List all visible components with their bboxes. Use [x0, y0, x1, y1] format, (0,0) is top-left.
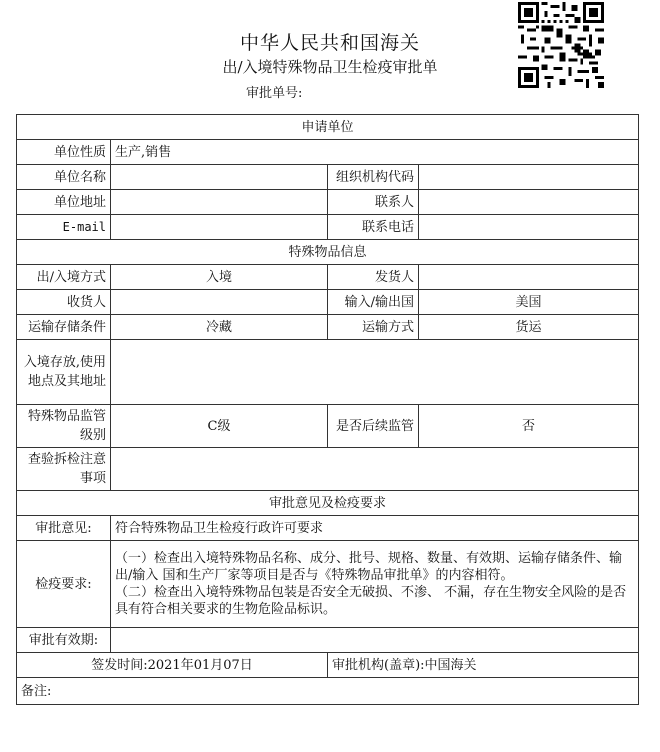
- document-subtitle: 出/入境特殊物品卫生检疫审批单: [222, 58, 438, 76]
- validity-label: 审批有效期:: [17, 628, 111, 653]
- opinion-value: 符合特殊物品卫生检疫行政许可要求: [111, 516, 639, 541]
- storage-label: 运输存储条件: [17, 315, 111, 340]
- email-row: [17, 215, 639, 240]
- remarks-row: [17, 678, 639, 705]
- transport-value: 货运: [419, 315, 639, 340]
- requirement-text: （一）检查出入境特殊物品名称、成分、批号、规格、数量、有效期、运输存储条件、输出/输入 国和生产厂家等项目是否与《特殊物品审批单》的内容相符。 （二）检查出入境特殊物品包装是否安全无破损、不渗、 不漏，存在生物安全风险的是否具有符合相关要求的生物危险品标识。: [111, 541, 639, 628]
- requirement-row: [17, 541, 639, 628]
- location-value: [111, 340, 639, 405]
- unit-name-label: 单位名称: [17, 165, 111, 190]
- email-value: [111, 215, 328, 240]
- address-label: 单位地址: [17, 190, 111, 215]
- phone-value: [419, 215, 639, 240]
- followup-value: 否: [419, 405, 639, 448]
- section-applicant-row: [17, 115, 639, 140]
- approval-form-table: [16, 114, 639, 705]
- opinion-row: [17, 516, 639, 541]
- shipper-value: [419, 265, 639, 290]
- consignee-row: [17, 290, 639, 315]
- address-value: [111, 190, 328, 215]
- phone-label: 联系电话: [328, 215, 419, 240]
- section-goods-row: [17, 240, 639, 265]
- inspection-label: 查验拆检注意事项: [17, 448, 111, 491]
- requirement-label: 检疫要求:: [17, 541, 111, 628]
- section-title-goods: 特殊物品信息: [17, 240, 639, 265]
- location-label: 入境存放,使用地点及其地址: [17, 340, 111, 405]
- qr-code-icon: [518, 2, 604, 88]
- direction-value: 入境: [111, 265, 328, 290]
- section-title-applicant: 申请单位: [17, 115, 639, 140]
- inspection-row: [17, 448, 639, 491]
- issue-label: 签发时间:: [91, 657, 148, 673]
- email-label: E-mail: [17, 215, 111, 240]
- storage-value: 冷藏: [111, 315, 328, 340]
- validity-row: [17, 628, 639, 653]
- document-title: 中华人民共和国海关: [239, 32, 420, 54]
- level-value: C级: [111, 405, 328, 448]
- authority-label: 审批机构(盖章):: [332, 657, 425, 673]
- direction-label: 出/入境方式: [17, 265, 111, 290]
- authority-value: 中国海关: [424, 657, 477, 673]
- unit-name-value: [111, 165, 328, 190]
- unit-name-row: [17, 165, 639, 190]
- unit-nature-row: [17, 140, 639, 165]
- contact-value: [419, 190, 639, 215]
- opinion-label: 审批意见:: [17, 516, 111, 541]
- org-code-value: [419, 165, 639, 190]
- storage-row: [17, 315, 639, 340]
- shipper-label: 发货人: [328, 265, 419, 290]
- unit-nature-value: 生产,销售: [111, 140, 639, 165]
- consignee-label: 收货人: [17, 290, 111, 315]
- section-title-approval: 审批意见及检疫要求: [17, 491, 639, 516]
- section-approval-row: [17, 491, 639, 516]
- validity-value: [111, 628, 639, 653]
- country-label: 输入/输出国: [328, 290, 419, 315]
- issue-cell: [17, 653, 328, 678]
- level-label: 特殊物品监管级别: [17, 405, 111, 448]
- location-row: [17, 340, 639, 405]
- level-row: [17, 405, 639, 448]
- consignee-value: [111, 290, 328, 315]
- remarks-label: 备注:: [17, 678, 639, 705]
- direction-row: [17, 265, 639, 290]
- serial-number-label: 审批单号:: [246, 86, 303, 101]
- contact-label: 联系人: [328, 190, 419, 215]
- issue-date: 2021年01月07日: [147, 657, 253, 673]
- org-code-label: 组织机构代码: [328, 165, 419, 190]
- authority-cell: [328, 653, 639, 678]
- issue-row: [17, 653, 639, 678]
- unit-nature-label: 单位性质: [17, 140, 111, 165]
- followup-label: 是否后续监管: [328, 405, 419, 448]
- inspection-value: [111, 448, 639, 491]
- country-value: 美国: [419, 290, 639, 315]
- transport-label: 运输方式: [328, 315, 419, 340]
- document-header: [0, 0, 660, 112]
- address-row: [17, 190, 639, 215]
